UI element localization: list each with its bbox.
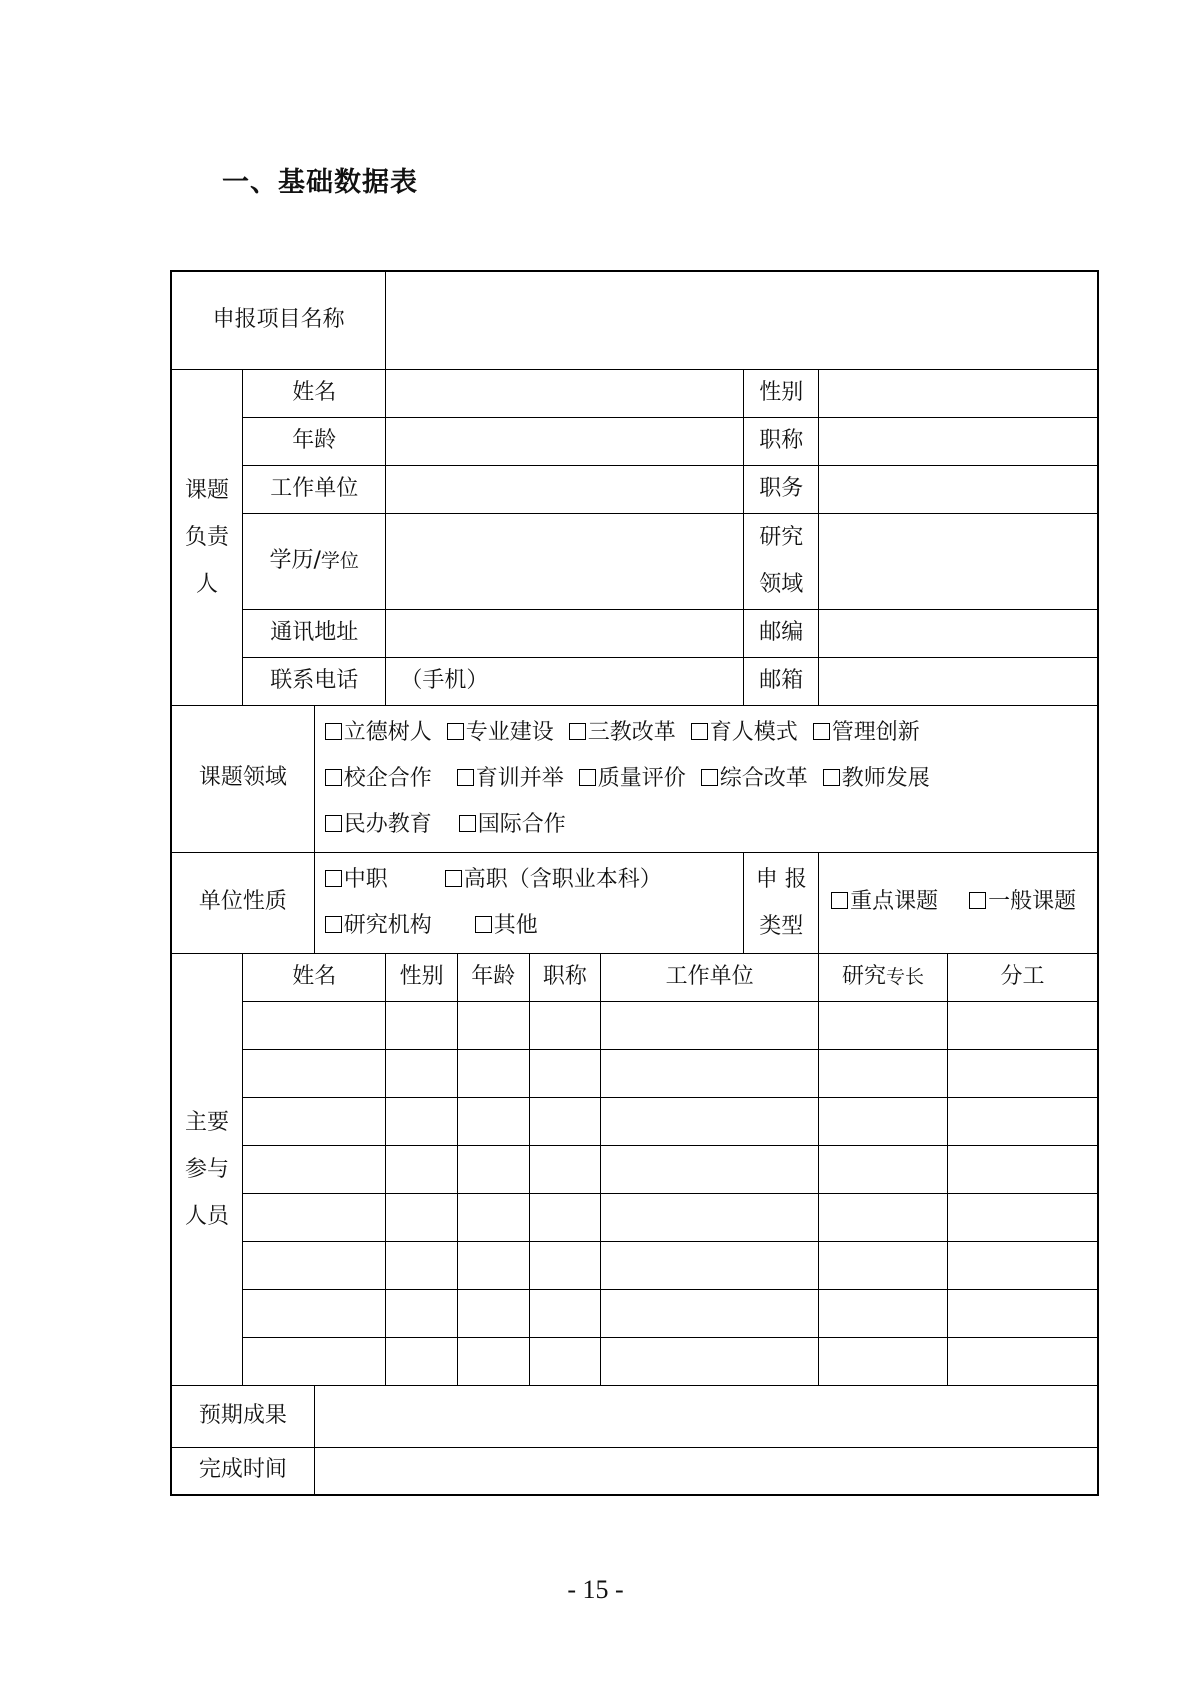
member-cell[interactable] [529, 1049, 601, 1097]
application-type-label: 申 报 类型 [744, 852, 819, 953]
members-header-workplace: 工作单位 [601, 953, 819, 1001]
domain-option[interactable]: 三教改革 [569, 710, 676, 756]
members-header-gender: 性别 [386, 953, 458, 1001]
member-cell[interactable] [529, 1145, 601, 1193]
member-cell[interactable] [457, 1193, 529, 1241]
completion-time-field[interactable] [314, 1447, 1098, 1495]
unit-nature-options [314, 852, 744, 953]
address-field[interactable] [386, 609, 744, 657]
member-cell[interactable] [243, 1289, 386, 1337]
member-cell[interactable] [386, 1049, 458, 1097]
title-label: 职称 [744, 417, 819, 465]
checkbox-icon [691, 723, 708, 740]
member-cell[interactable] [243, 1337, 386, 1385]
member-cell[interactable] [243, 1193, 386, 1241]
member-cell[interactable] [386, 1097, 458, 1145]
member-cell[interactable] [819, 1241, 948, 1289]
age-label: 年龄 [243, 417, 386, 465]
checkbox-icon [579, 769, 596, 786]
checkbox-icon [447, 723, 464, 740]
member-cell[interactable] [819, 1289, 948, 1337]
title-field[interactable] [819, 417, 1098, 465]
table-row [171, 1193, 1098, 1241]
member-cell[interactable] [243, 1241, 386, 1289]
completion-time-label: 完成时间 [171, 1447, 314, 1495]
basic-data-form [170, 270, 1099, 1496]
member-cell[interactable] [947, 1097, 1098, 1145]
member-cell[interactable] [529, 1001, 601, 1049]
position-field[interactable] [819, 465, 1098, 513]
domain-option[interactable]: 育人模式 [691, 710, 798, 756]
members-header-research: 研究专长 [819, 953, 948, 1001]
domain-option[interactable]: 专业建设 [447, 710, 554, 756]
member-cell[interactable] [529, 1097, 601, 1145]
application-type-options [819, 852, 1098, 953]
table-row [171, 1145, 1098, 1193]
member-cell[interactable] [457, 1049, 529, 1097]
member-cell[interactable] [819, 1145, 948, 1193]
member-cell[interactable] [601, 1145, 819, 1193]
page-heading: 一、基础数据表 [222, 167, 418, 198]
members-header-name: 姓名 [243, 953, 386, 1001]
unit-option[interactable]: 高职（含职业本科） [445, 857, 662, 903]
unit-options-row-1 [325, 857, 744, 903]
page-number: - 15 - [567, 1575, 624, 1604]
member-cell[interactable] [386, 1001, 458, 1049]
table-row [171, 1289, 1098, 1337]
member-cell[interactable] [457, 1097, 529, 1145]
checkbox-icon [325, 815, 342, 832]
checkbox-icon [969, 892, 986, 909]
member-cell[interactable] [243, 1001, 386, 1049]
checkbox-icon [701, 769, 718, 786]
member-cell[interactable] [529, 1193, 601, 1241]
member-cell[interactable] [386, 1193, 458, 1241]
domain-option[interactable]: 校企合作 [325, 756, 432, 802]
unit-option[interactable]: 中职 [325, 857, 388, 903]
education-label: 学历/学位 [243, 513, 386, 609]
research-field-field[interactable] [819, 513, 1098, 609]
name-label: 姓名 [243, 369, 386, 417]
domain-option[interactable]: 国际合作 [459, 802, 566, 848]
checkbox-icon [445, 870, 462, 887]
member-cell[interactable] [601, 1241, 819, 1289]
domain-options-row-3 [325, 802, 1097, 848]
education-field[interactable] [386, 513, 744, 609]
project-name-label: 申报项目名称 [171, 271, 386, 369]
checkbox-icon [569, 723, 586, 740]
postcode-label: 邮编 [744, 609, 819, 657]
member-cell[interactable] [819, 1193, 948, 1241]
type-option[interactable]: 重点课题 [831, 888, 938, 917]
member-cell[interactable] [601, 1337, 819, 1385]
member-cell[interactable] [819, 1337, 948, 1385]
domain-option[interactable]: 立德树人 [325, 710, 432, 756]
checkbox-icon [325, 916, 342, 933]
checkbox-icon [457, 769, 474, 786]
project-name-field[interactable] [386, 271, 1098, 369]
age-field[interactable] [386, 417, 744, 465]
member-cell[interactable] [601, 1193, 819, 1241]
member-cell[interactable] [947, 1337, 1098, 1385]
member-cell[interactable] [601, 1049, 819, 1097]
domain-option[interactable]: 民办教育 [325, 802, 432, 848]
phone-label: 联系电话 [243, 657, 386, 705]
domain-option[interactable]: 管理创新 [813, 710, 920, 756]
unit-option[interactable]: 研究机构 [325, 903, 432, 949]
member-cell[interactable] [243, 1097, 386, 1145]
domain-option[interactable]: 育训并举 [457, 756, 564, 802]
checkbox-icon [475, 916, 492, 933]
member-cell[interactable] [947, 1289, 1098, 1337]
leader-label: 课题 负责 人 [171, 369, 243, 705]
phone-field[interactable]: （手机） [386, 657, 744, 705]
domain-option[interactable]: 综合改革 [701, 756, 808, 802]
email-field[interactable] [819, 657, 1098, 705]
member-cell[interactable] [529, 1289, 601, 1337]
members-label: 主要 参与 人员 [171, 953, 243, 1385]
member-cell[interactable] [947, 1241, 1098, 1289]
member-cell[interactable] [947, 1145, 1098, 1193]
table-row [171, 1241, 1098, 1289]
expected-results-label: 预期成果 [171, 1385, 314, 1447]
member-cell[interactable] [457, 1001, 529, 1049]
member-cell[interactable] [601, 1001, 819, 1049]
table-row [171, 1049, 1098, 1097]
domain-label: 课题领域 [171, 705, 314, 852]
member-cell[interactable] [819, 1097, 948, 1145]
member-cell[interactable] [457, 1337, 529, 1385]
table-row [171, 1001, 1098, 1049]
member-cell[interactable] [457, 1241, 529, 1289]
member-cell[interactable] [243, 1049, 386, 1097]
domain-option[interactable]: 质量评价 [579, 756, 686, 802]
research-field-label: 研究 领域 [744, 513, 819, 609]
name-field[interactable] [386, 369, 744, 417]
member-cell[interactable] [457, 1145, 529, 1193]
table-row [171, 1337, 1098, 1385]
member-cell[interactable] [386, 1337, 458, 1385]
members-header-role: 分工 [947, 953, 1098, 1001]
member-cell[interactable] [386, 1241, 458, 1289]
checkbox-icon [325, 769, 342, 786]
checkbox-icon [459, 815, 476, 832]
member-cell[interactable] [529, 1241, 601, 1289]
address-label: 通讯地址 [243, 609, 386, 657]
expected-results-field[interactable] [314, 1385, 1098, 1447]
position-label: 职务 [744, 465, 819, 513]
unit-nature-label: 单位性质 [171, 852, 314, 953]
member-cell[interactable] [386, 1289, 458, 1337]
members-header-title: 职称 [529, 953, 601, 1001]
checkbox-icon [325, 723, 342, 740]
member-cell[interactable] [457, 1289, 529, 1337]
domain-options [314, 705, 1098, 852]
member-cell[interactable] [601, 1289, 819, 1337]
checkbox-icon [813, 723, 830, 740]
member-cell[interactable] [601, 1097, 819, 1145]
domain-options-row-1 [325, 710, 1097, 756]
checkbox-icon [325, 870, 342, 887]
member-cell[interactable] [947, 1193, 1098, 1241]
member-cell[interactable] [529, 1337, 601, 1385]
type-option[interactable]: 一般课题 [969, 888, 1076, 917]
table-row [171, 1097, 1098, 1145]
member-cell[interactable] [947, 1049, 1098, 1097]
email-label: 邮箱 [744, 657, 819, 705]
workplace-label: 工作单位 [243, 465, 386, 513]
unit-option[interactable]: 其他 [475, 903, 538, 949]
domain-options-row-2 [325, 756, 1097, 802]
member-cell[interactable] [819, 1001, 948, 1049]
members-header-age: 年龄 [457, 953, 529, 1001]
member-cell[interactable] [819, 1049, 948, 1097]
member-cell[interactable] [386, 1145, 458, 1193]
gender-field[interactable] [819, 369, 1098, 417]
workplace-field[interactable] [386, 465, 744, 513]
member-cell[interactable] [947, 1001, 1098, 1049]
domain-option[interactable]: 教师发展 [823, 756, 930, 802]
member-cell[interactable] [243, 1145, 386, 1193]
checkbox-icon [831, 892, 848, 909]
unit-options-row-2 [325, 903, 744, 949]
gender-label: 性别 [744, 369, 819, 417]
checkbox-icon [823, 769, 840, 786]
postcode-field[interactable] [819, 609, 1098, 657]
